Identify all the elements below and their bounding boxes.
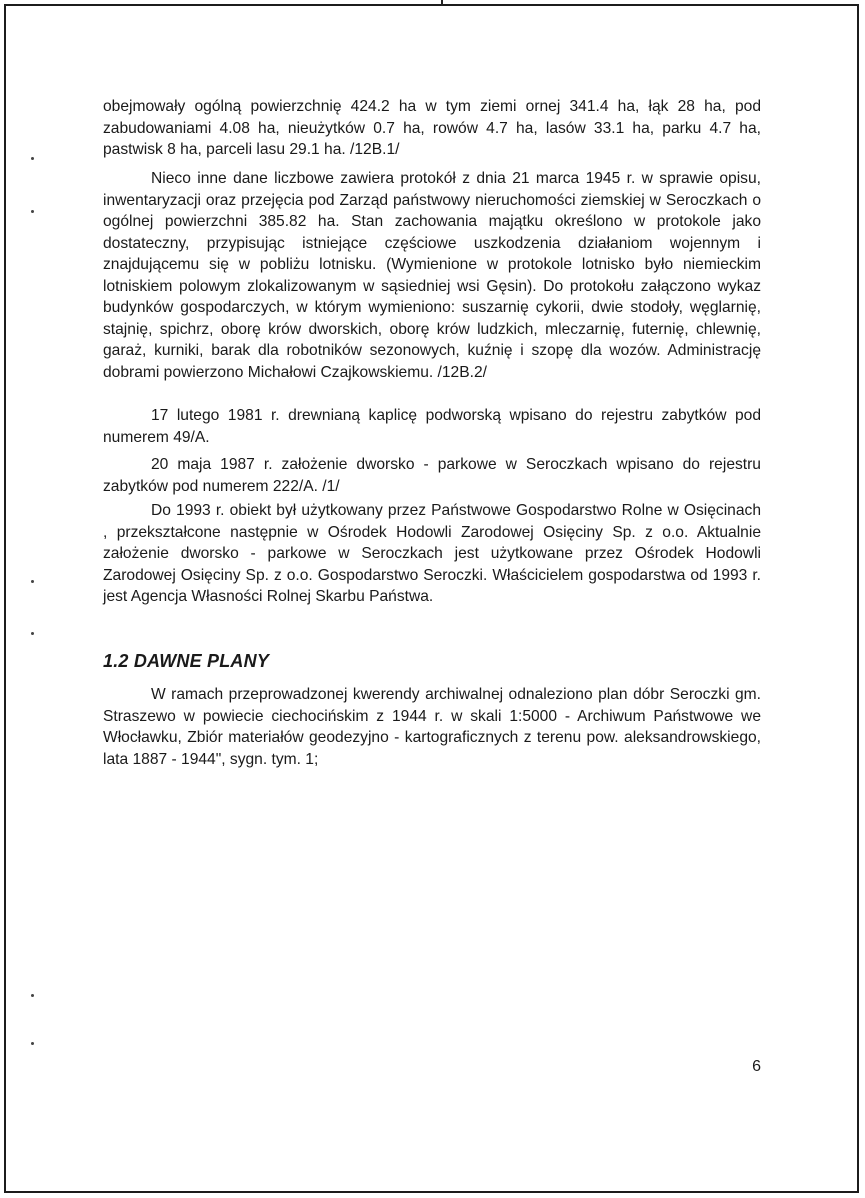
section-heading: 1.2 DAWNE PLANY (103, 651, 270, 671)
paragraph-area-continuation: obejmowały ogólną powierzchnię 424.2 ha w tym ziemi ornej 341.4 ha, łąk 28 ha, pod zabudowaniami 4.08 ha, nieużytków 0.7 ha, rowów 4.7 ha, lasów 33.1 ha, parku 4.7 ha, pastwisk 8 ha, parceli lasu 29.1 ha. /12B.1/ (103, 98, 761, 158)
scan-speck (31, 1042, 34, 1045)
scan-speck (31, 210, 34, 213)
paragraph-manor-park-registration: 20 maja 1987 r. założenie dworsko - parkowe w Seroczkach wpisano do rejestru zabytków pod numerem 222/A. /1/ (103, 456, 761, 495)
page-number: 6 (752, 1058, 761, 1075)
paragraph-ownership-history: Do 1993 r. obiekt był użytkowany przez Państwowe Gospodarstwo Rolne w Osięcinach , przekształcone następnie w Ośrodek Hodowli Zarodowej Osięciny Sp. z o.o. Aktualnie założenie dworsko - parkowe w Seroczkach jest użytkowane przez Ośrodek Hodowli Zarodowej Osięciny Sp. z o.o. Gospodarstwo Seroczki. Właścicielem gospodarstwa od 1993 r. jest Agencja Własności Rolnej Skarbu Państwa. (103, 502, 761, 605)
scan-speck (31, 580, 34, 583)
paragraph-old-plans: W ramach przeprowadzonej kwerendy archiwalnej odnaleziono plan dóbr Seroczki gm. Straszewo w powiecie ciechocińskim z 1944 r. w skali 1:5000 - Archiwum Państwowe we Włocławku, Zbiór materiałów geodezyjno - kartograficznych z terenu pow. aleksandrowskiego, lata 1887 - 1944", sygn. tym. 1; (103, 686, 761, 768)
scan-edge-tick (441, 0, 443, 6)
paragraph-chapel-registration: 17 lutego 1981 r. drewnianą kaplicę podworską wpisano do rejestru zabytków pod numerem 49/A. (103, 407, 761, 446)
scan-speck (31, 157, 34, 160)
scan-speck (31, 632, 34, 635)
scan-speck (31, 994, 34, 997)
paragraph-protocol-1945: Nieco inne dane liczbowe zawiera protokół z dnia 21 marca 1945 r. w sprawie opisu, inwentaryzacji oraz przejęcia pod Zarząd państwowy nieruchomości ziemskiej w Seroczkach o ogólnej powierzchni 385.82 ha. Stan zachowania majątku określono w protokole jako dostateczny, przypisując istniejące częściowe uszkodzenia działaniom wojennym i znajdującemu się w pobliżu lotnisku. (Wymienione w protokole lotnisko było niemieckim lotniskiem polowym zlokalizowanym w sąsiedniej wsi Gęsin). Do protokołu załączono wykaz budynków gospodarczych, w którym wymieniono: suszarnię cykorii, dwie stodoły, węglarnię, stajnię, spichrz, oborę krów dworskich, oborę krów ludzkich, mleczarnię, futernię, chlewnię, garaż, kurniki, barak dla robotników sezonowych, kuźnię i szopę dla wozów. Administrację dobrami powierzono Michałowi Czajkowskiemu. /12B.2/ (103, 170, 761, 381)
